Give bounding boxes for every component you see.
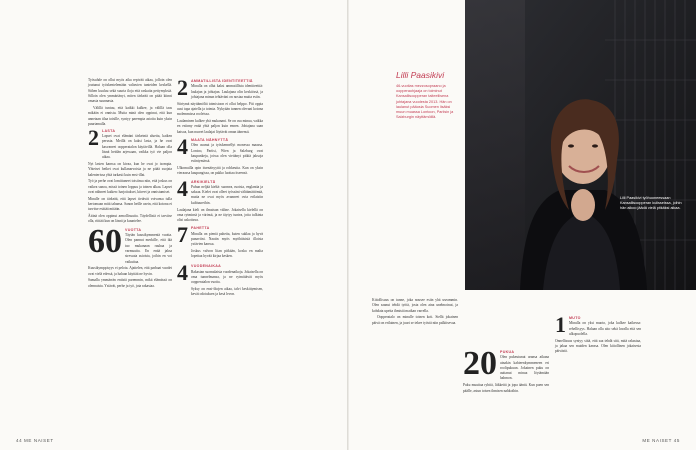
right-column-1: [372, 298, 458, 327]
section-title: MAATA NÄHNYTTÄ: [191, 137, 229, 142]
section-paragraph: Samalla ymmärrän entistä paremmin, mikä elämässä on olennaista. Ystävät, perhe ja työ, jota rakastaa.: [88, 278, 172, 288]
intro-paragraph: Välillä tuntuu, että kaikki kulkee, ja välillä taas mikään ei onnistu. Mutta minä olen oppinut, että kun annetaan tilaa toisille, syntyy parempia asioita kuin yksin puurtamalla.: [88, 105, 172, 126]
section-paragraph: Onnellisuus syntyy siitä, että saa tehdä sitä, mitä rakastaa, ja jakaa sen muiden kanssa. Olen kiitollinen jokaisesta päivästä.: [555, 338, 641, 354]
profile-block: [396, 70, 458, 120]
section-paragraph: Olen pukeutunut uransa aikana ainakin kahteenkymmeneen eri roolipukuun. Jokainen puku on auttanut minua löytämään hahmon.: [500, 355, 549, 381]
section-paragraph: Rakastan suomalaisia vuodenaikoja. Jokaisella on oma tunnelmansa, ja ne rytmittävät myös oopperatalon vuotta.: [191, 269, 263, 285]
section-title: VUOTTA: [125, 227, 142, 232]
section-4-maata: [177, 133, 263, 177]
section-title: MUTO: [569, 316, 581, 320]
body-paragraph: Oopperatalo on minulle toinen koti. Siellä jokainen päivä on erilainen, ja juuri se tekee työstä niin palkitsevaa.: [372, 315, 458, 325]
left-column-2: [177, 75, 263, 302]
section-title: ARKIKIELTÄ: [191, 179, 216, 184]
right-column-3: [555, 298, 641, 358]
section-number: 1: [555, 312, 566, 337]
section-number: 2: [88, 124, 99, 150]
section-title: LASTA: [102, 128, 116, 133]
section-paragraph: Minulle on tärkeää, että lapset tietävät voivansa tulla kertomaan mitä tahansa. Sanon heille usein, että kotona ei tarvitse esittää mitään.: [88, 196, 172, 212]
section-number: 7: [177, 222, 188, 248]
section-number: 4: [177, 133, 188, 159]
section-number: 60: [88, 222, 122, 260]
section-paragraph: Joskus valvon liian pitkään, koska en malta lopettaa hyvää kirjaa kesken.: [191, 249, 263, 259]
section-paragraph: Laulajana kieli on ilmaisun väline. Jokaisella kielellä on oma rytminsä ja värinsä, ja ne täytyy tuntea, jotta tulkinta olisi uskottava.: [177, 207, 263, 223]
section-paragraph: Työ ja perhe ovat lomittuneet toisiinsa niin, että joskus on vaikea sanoa, missä toinen loppuu ja toinen alkaa. Lapset ovat nähneet kaiken: harjoitukset, kiireet ja onnistumiset.: [88, 179, 172, 194]
section-paragraph: Nyt lasten kanssa on kivaa, kun he ovat jo isompia. Yhteiset hetket ovat kullanarvoisia ja ne pitää suojata kalenterissa yhtä tarkasti kuin ensi-illat.: [88, 161, 172, 177]
section-paragraph: Täytän kuusikymmentä vuotta. Olen pannut merkille, että ikä tuo mukanaan rauhaa ja varmuutta. En enää jaksa stressata asioista, joihin en voi vaikuttaa.: [125, 233, 172, 264]
page-folio-right: ME NAISET 45: [642, 438, 680, 443]
section-number: 4: [177, 175, 188, 201]
section-20-pukua: [463, 345, 549, 394]
section-number: 4: [177, 260, 188, 286]
section-60-vuotta: [88, 222, 172, 289]
section-paragraph: Puku muuttaa ryhtiä, liikkeitä ja jopa ääntä. Kun puen sen päälle, astun toisen ihmisen nahkoihin.: [463, 383, 549, 393]
section-paragraph: Laulaminen kulkee yhä mukanani. Se on osa minua, vaikka en esiinny enää yhtä paljon kuin ennen. Johtajana saan katsoa, kun nuoret laulajat löytävät oman äänensä.: [177, 119, 263, 134]
photo-caption: Lilli Paasikivi työhuoneessaan Kansallisoopperan kulisseissa, joihin hän aikoo jäädä vielä pitkäksi aikaa.: [620, 196, 682, 211]
section-number: 20: [463, 345, 497, 382]
section-paragraph: Äitinä olen oppinut armollisuutta. Täydellistä ei tarvitse olla, riittää kun on läsnä ja kuuntelee.: [88, 214, 172, 224]
section-title: VUODENAIKAA: [191, 264, 222, 269]
body-paragraph: Kiitollisuus on tunne, joka nousee esiin yhä useammin. Olen saanut tehdä työtä, josta olen aina unelmoinut, ja kohdata upeita ihmisiä matkan varrella.: [372, 298, 458, 313]
section-title: AMMATILLISTA IDENTITEETTIÄ: [191, 79, 253, 83]
section-2-identiteetti: [177, 75, 263, 135]
section-title: PAHETTA: [191, 226, 210, 231]
person-name: Lilli Paasikivi: [396, 70, 445, 80]
section-paragraph: Puhun neljää kieltä: suomea, ruotsia, englantia ja saksaa. Kielet ovat olleet työssäni välttämättömiä, mutta ne ovat myös avanneet ovia erilaisiin kulttuureihin.: [191, 184, 263, 205]
section-paragraph: Olen asunut ja työskennellyt monessa maassa. Lontoo, Pariisi, Wien ja Salzburg ovat kaupunkeja, joissa olen viettänyt pitkiä jaksoja esiintymässä.: [191, 143, 263, 164]
section-paragraph: Syksy on ensi-iltojen aikaa, talvi keskittymisen, kevät odotuksen ja kesä levon.: [191, 286, 263, 297]
section-7-pahetta: [177, 222, 263, 261]
page-spine: [347, 0, 349, 450]
right-column-2: [463, 298, 549, 397]
section-paragraph: Minulla on pieniä paheita, kuten suklaa ja hyvä punaviini. Nautin myös myöhäisistä illoista ystävien kanssa.: [191, 231, 263, 247]
person-bio: 46-vuotias mezzosopraano ja oopperaohjaaja on toiminut Kansallisoopperan taiteellisena johtajana vuodesta 2013. Hän on laulanut pääosia Suomen lisäksi muun muassa Lontoon, Pariisin ja Salzburgin näyttämöillä.: [396, 84, 454, 120]
section-4-arkikielta: [177, 175, 263, 224]
intro-paragraph: Työsuhde on ollut myös aika repivää aikaa, jolloin olen joutunut työskentelemään valtavien tunteiden keskellä. Siihen kuuluu sekä suuria iloja että raskaita pettymyksiä. Silloin olen ymmärtänyt, miten tärkeää on pitää kiinni omasta suunnasta.: [88, 78, 172, 104]
portrait-photo: [465, 0, 696, 290]
section-paragraph: Minulla on yksi muoto, joka kulkee kaikessa: rehellisyys. Haluan olla aito sekä lavalla että sen ulkopuolella.: [569, 321, 641, 336]
section-paragraph: Minulla on ollut kaksi ammatillista identiteettiä: laulajan ja johtajan. Laulajana olin keskiössä, ja johtajana minun tehtäväni on nostaa muita esiin.: [191, 84, 263, 99]
left-column-1: [88, 78, 172, 292]
section-paragraph: Kuusikymppisyys ei pelota. Ajattelen, että parhaat vuodet ovat vielä edessä, ja haluan käyttää ne hyvin.: [88, 266, 172, 276]
section-paragraph: Lapset ovat elämäni tärkeintä aluetta, kaiken perusta. Meillä on kaksi lasta, ja he ovat kasvaneet oopperatalon käytävillä. Haluan olla läsnä heidän arjessaan, vaikka työ vie paljon aikaa.: [102, 133, 172, 160]
section-title: PUKUA: [500, 350, 515, 354]
section-number: 2: [177, 75, 188, 100]
section-1-muto: [555, 312, 641, 355]
section-paragraph: Siirtymä näyttämöltä toimistoon ei ollut helppo. Piti oppia uusi tapa ajatella ja toimia. Nykyään tunnen olevani kotona molemmissa rooleissa.: [177, 101, 263, 117]
section-4-vuodenaikaa: [177, 260, 263, 299]
section-paragraph: Ulkomailla opin itsenäisyyttä ja rohkeutta. Kun on yksin vieraassa kaupungissa, on pakko luottaa itseensä.: [177, 165, 263, 176]
section-2-lasta: [88, 124, 172, 225]
portrait-illustration: [465, 0, 696, 290]
page-folio-left: 44 ME NAISET: [16, 438, 54, 443]
